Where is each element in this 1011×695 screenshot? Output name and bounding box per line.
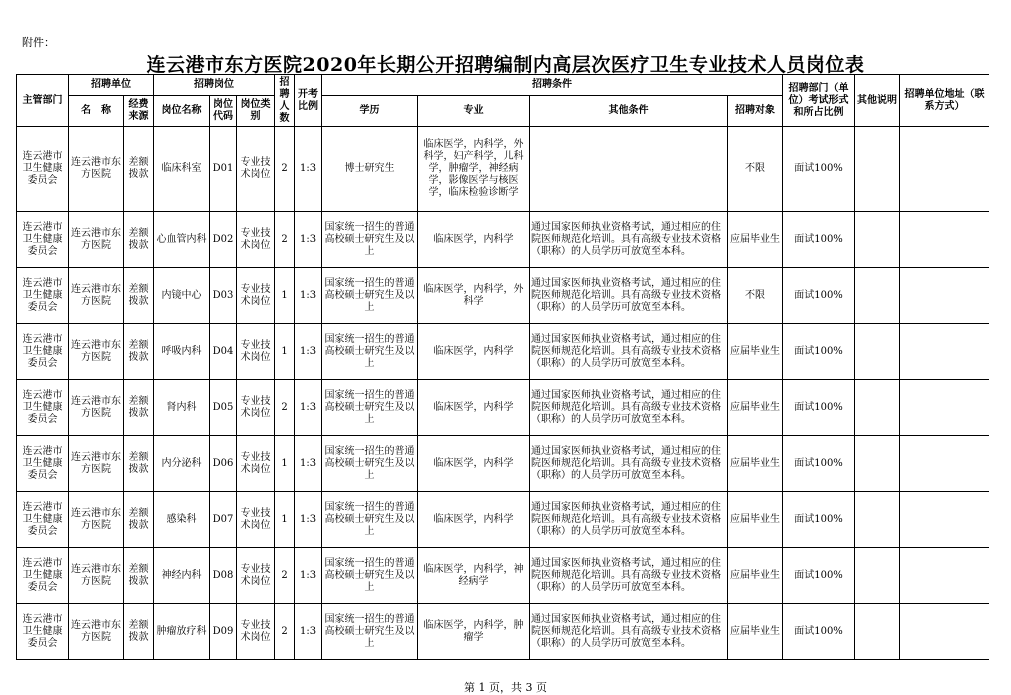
major-cell: 临床医学，内科学 — [418, 324, 530, 380]
header-other: 其他条件 — [530, 96, 728, 127]
post-type-cell: 专业技术岗位 — [237, 492, 275, 548]
target-cell: 应届毕业生 — [728, 212, 783, 268]
post-code-cell: D09 — [210, 604, 237, 660]
count-cell: 1 — [275, 324, 295, 380]
dept-cell: 连云港市卫生健康委员会 — [17, 324, 69, 380]
dept-cell: 连云港市卫生健康委员会 — [17, 548, 69, 604]
funding-cell: 差额拨款 — [124, 324, 154, 380]
post-type-cell: 专业技术岗位 — [237, 380, 275, 436]
education-cell: 国家统一招生的普通高校硕士研究生及以上 — [322, 268, 418, 324]
post-code-cell: D01 — [210, 127, 237, 212]
ratio-cell: 1:3 — [295, 492, 322, 548]
post-type-cell: 专业技术岗位 — [237, 212, 275, 268]
unit-cell: 连云港市东方医院 — [69, 492, 124, 548]
table-row — [17, 548, 990, 604]
funding-cell: 差额拨款 — [124, 212, 154, 268]
notes-cell — [855, 268, 900, 324]
education-cell: 国家统一招生的普通高校硕士研究生及以上 — [322, 548, 418, 604]
ratio-cell: 1:3 — [295, 604, 322, 660]
other-conditions-cell: 通过国家医师执业资格考试，通过相应的住院医师规范化培训。具有高级专业技术资格（职称）的人员学历可放宽至本科。 — [530, 268, 728, 324]
count-cell: 1 — [275, 492, 295, 548]
major-cell: 临床医学，内科学，神经病学 — [418, 548, 530, 604]
recruitment-table — [16, 74, 989, 660]
post-name-cell: 肿瘤放疗科 — [154, 604, 210, 660]
funding-cell: 差额拨款 — [124, 548, 154, 604]
ratio-cell: 1:3 — [295, 436, 322, 492]
exam-cell: 面试100% — [783, 212, 855, 268]
header-unit-name: 名 称 — [69, 96, 124, 127]
major-cell: 临床医学，内科学 — [418, 380, 530, 436]
header-unit-group: 招聘单位 — [69, 75, 154, 96]
dept-cell: 连云港市卫生健康委员会 — [17, 268, 69, 324]
header-row-1 — [17, 75, 990, 96]
target-cell: 应届毕业生 — [728, 380, 783, 436]
education-cell: 国家统一招生的普通高校硕士研究生及以上 — [322, 492, 418, 548]
address-cell — [900, 548, 989, 604]
major-cell: 临床医学，内科学，外科学 — [418, 268, 530, 324]
post-name-cell: 心血管内科 — [154, 212, 210, 268]
exam-cell: 面试100% — [783, 436, 855, 492]
post-name-cell: 感染科 — [154, 492, 210, 548]
target-cell: 应届毕业生 — [728, 492, 783, 548]
address-cell — [900, 436, 989, 492]
funding-cell: 差额拨款 — [124, 604, 154, 660]
count-cell: 2 — [275, 127, 295, 212]
dept-cell: 连云港市卫生健康委员会 — [17, 492, 69, 548]
exam-cell: 面试100% — [783, 127, 855, 212]
count-cell: 2 — [275, 548, 295, 604]
ratio-cell: 1:3 — [295, 127, 322, 212]
document-title: 连云港市东方医院2020年长期公开招聘编制内高层次医疗卫生专业技术人员岗位表 — [146, 54, 865, 76]
header-education: 学历 — [322, 96, 418, 127]
header-dept: 主管部门 — [17, 75, 69, 127]
post-type-cell: 专业技术岗位 — [237, 436, 275, 492]
address-cell — [900, 324, 989, 380]
header-ratio: 开考比例 — [295, 75, 322, 127]
major-cell: 临床医学，内科学 — [418, 212, 530, 268]
dept-cell: 连云港市卫生健康委员会 — [17, 436, 69, 492]
post-code-cell: D02 — [210, 212, 237, 268]
other-conditions-cell: 通过国家医师执业资格考试，通过相应的住院医师规范化培训。具有高级专业技术资格（职称）的人员学历可放宽至本科。 — [530, 436, 728, 492]
table-row — [17, 492, 990, 548]
ratio-cell: 1:3 — [295, 324, 322, 380]
table-row — [17, 212, 990, 268]
unit-cell: 连云港市东方医院 — [69, 604, 124, 660]
post-type-cell: 专业技术岗位 — [237, 268, 275, 324]
dept-cell: 连云港市卫生健康委员会 — [17, 604, 69, 660]
post-name-cell: 内分泌科 — [154, 436, 210, 492]
address-cell — [900, 127, 989, 212]
notes-cell — [855, 324, 900, 380]
unit-cell: 连云港市东方医院 — [69, 548, 124, 604]
target-cell: 应届毕业生 — [728, 324, 783, 380]
target-cell: 应届毕业生 — [728, 604, 783, 660]
header-count: 招聘人数 — [275, 75, 295, 127]
ratio-cell: 1:3 — [295, 268, 322, 324]
exam-cell: 面试100% — [783, 268, 855, 324]
post-code-cell: D05 — [210, 380, 237, 436]
target-cell: 不限 — [728, 268, 783, 324]
dept-cell: 连云港市卫生健康委员会 — [17, 212, 69, 268]
header-post-group: 招聘岗位 — [154, 75, 275, 96]
table-row — [17, 324, 990, 380]
education-cell: 国家统一招生的普通高校硕士研究生及以上 — [322, 212, 418, 268]
dept-cell: 连云港市卫生健康委员会 — [17, 380, 69, 436]
unit-cell: 连云港市东方医院 — [69, 324, 124, 380]
header-post-type: 岗位类别 — [237, 96, 275, 127]
header-exam: 招聘部门（单位）考试形式和所占比例 — [783, 75, 855, 127]
unit-cell: 连云港市东方医院 — [69, 212, 124, 268]
header-post-code: 岗位代码 — [210, 96, 237, 127]
dept-cell: 连云港市卫生健康委员会 — [17, 127, 69, 212]
other-conditions-cell: 通过国家医师执业资格考试，通过相应的住院医师规范化培训。具有高级专业技术资格（职称）的人员学历可放宽至本科。 — [530, 548, 728, 604]
post-code-cell: D06 — [210, 436, 237, 492]
education-cell: 国家统一招生的普通高校硕士研究生及以上 — [322, 380, 418, 436]
ratio-cell: 1:3 — [295, 212, 322, 268]
target-cell: 应届毕业生 — [728, 548, 783, 604]
notes-cell — [855, 604, 900, 660]
major-cell: 临床医学，内科学 — [418, 436, 530, 492]
major-cell: 临床医学，内科学，肿瘤学 — [418, 604, 530, 660]
funding-cell: 差额拨款 — [124, 492, 154, 548]
post-type-cell: 专业技术岗位 — [237, 548, 275, 604]
funding-cell: 差额拨款 — [124, 380, 154, 436]
count-cell: 2 — [275, 212, 295, 268]
ratio-cell: 1:3 — [295, 380, 322, 436]
funding-cell: 差额拨款 — [124, 436, 154, 492]
table-row — [17, 268, 990, 324]
exam-cell: 面试100% — [783, 492, 855, 548]
address-cell — [900, 268, 989, 324]
table-row — [17, 604, 990, 660]
education-cell: 国家统一招生的普通高校硕士研究生及以上 — [322, 324, 418, 380]
count-cell: 2 — [275, 604, 295, 660]
page-footer: 第 1 页，共 3 页 — [464, 681, 547, 694]
other-conditions-cell — [530, 127, 728, 212]
exam-cell: 面试100% — [783, 324, 855, 380]
other-conditions-cell: 通过国家医师执业资格考试，通过相应的住院医师规范化培训。具有高级专业技术资格（职称）的人员学历可放宽至本科。 — [530, 380, 728, 436]
count-cell: 2 — [275, 380, 295, 436]
address-cell — [900, 604, 989, 660]
table-body — [17, 127, 990, 660]
header-major: 专业 — [418, 96, 530, 127]
other-conditions-cell: 通过国家医师执业资格考试，通过相应的住院医师规范化培训。具有高级专业技术资格（职称）的人员学历可放宽至本科。 — [530, 604, 728, 660]
count-cell: 1 — [275, 436, 295, 492]
target-cell: 应届毕业生 — [728, 436, 783, 492]
notes-cell — [855, 436, 900, 492]
post-name-cell: 肾内科 — [154, 380, 210, 436]
other-conditions-cell: 通过国家医师执业资格考试，通过相应的住院医师规范化培训。具有高级专业技术资格（职称）的人员学历可放宽至本科。 — [530, 212, 728, 268]
post-code-cell: D07 — [210, 492, 237, 548]
header-funding: 经费来源 — [124, 96, 154, 127]
table-row — [17, 436, 990, 492]
unit-cell: 连云港市东方医院 — [69, 268, 124, 324]
education-cell: 国家统一招生的普通高校硕士研究生及以上 — [322, 436, 418, 492]
post-type-cell: 专业技术岗位 — [237, 127, 275, 212]
recruitment-table-wrapper — [16, 74, 989, 660]
header-address: 招聘单位地址（联系方式） — [900, 75, 989, 127]
exam-cell: 面试100% — [783, 604, 855, 660]
post-code-cell: D03 — [210, 268, 237, 324]
post-code-cell: D08 — [210, 548, 237, 604]
unit-cell: 连云港市东方医院 — [69, 380, 124, 436]
count-cell: 1 — [275, 268, 295, 324]
major-cell: 临床医学，内科学，外科学，妇产科学，儿科学，肿瘤学，神经病学，影像医学与核医学，临床检验诊断学 — [418, 127, 530, 212]
funding-cell: 差额拨款 — [124, 127, 154, 212]
post-name-cell: 内镜中心 — [154, 268, 210, 324]
header-notes: 其他说明 — [855, 75, 900, 127]
notes-cell — [855, 548, 900, 604]
notes-cell — [855, 127, 900, 212]
notes-cell — [855, 380, 900, 436]
address-cell — [900, 380, 989, 436]
header-target: 招聘对象 — [728, 96, 783, 127]
post-type-cell: 专业技术岗位 — [237, 604, 275, 660]
header-conditions-group: 招聘条件 — [322, 75, 783, 96]
major-cell: 临床医学，内科学 — [418, 492, 530, 548]
exam-cell: 面试100% — [783, 380, 855, 436]
post-name-cell: 临床科室 — [154, 127, 210, 212]
table-row — [17, 127, 990, 212]
post-type-cell: 专业技术岗位 — [237, 324, 275, 380]
funding-cell: 差额拨款 — [124, 268, 154, 324]
unit-cell: 连云港市东方医院 — [69, 436, 124, 492]
post-name-cell: 呼吸内科 — [154, 324, 210, 380]
header-post-name: 岗位名称 — [154, 96, 210, 127]
unit-cell: 连云港市东方医院 — [69, 127, 124, 212]
post-code-cell: D04 — [210, 324, 237, 380]
target-cell: 不限 — [728, 127, 783, 212]
exam-cell: 面试100% — [783, 548, 855, 604]
other-conditions-cell: 通过国家医师执业资格考试，通过相应的住院医师规范化培训。具有高级专业技术资格（职称）的人员学历可放宽至本科。 — [530, 324, 728, 380]
address-cell — [900, 212, 989, 268]
ratio-cell: 1:3 — [295, 548, 322, 604]
address-cell — [900, 492, 989, 548]
notes-cell — [855, 492, 900, 548]
education-cell: 国家统一招生的普通高校硕士研究生及以上 — [322, 604, 418, 660]
education-cell: 博士研究生 — [322, 127, 418, 212]
attachment-label: 附件： — [22, 36, 55, 49]
post-name-cell: 神经内科 — [154, 548, 210, 604]
notes-cell — [855, 212, 900, 268]
other-conditions-cell: 通过国家医师执业资格考试，通过相应的住院医师规范化培训。具有高级专业技术资格（职称）的人员学历可放宽至本科。 — [530, 492, 728, 548]
table-row — [17, 380, 990, 436]
